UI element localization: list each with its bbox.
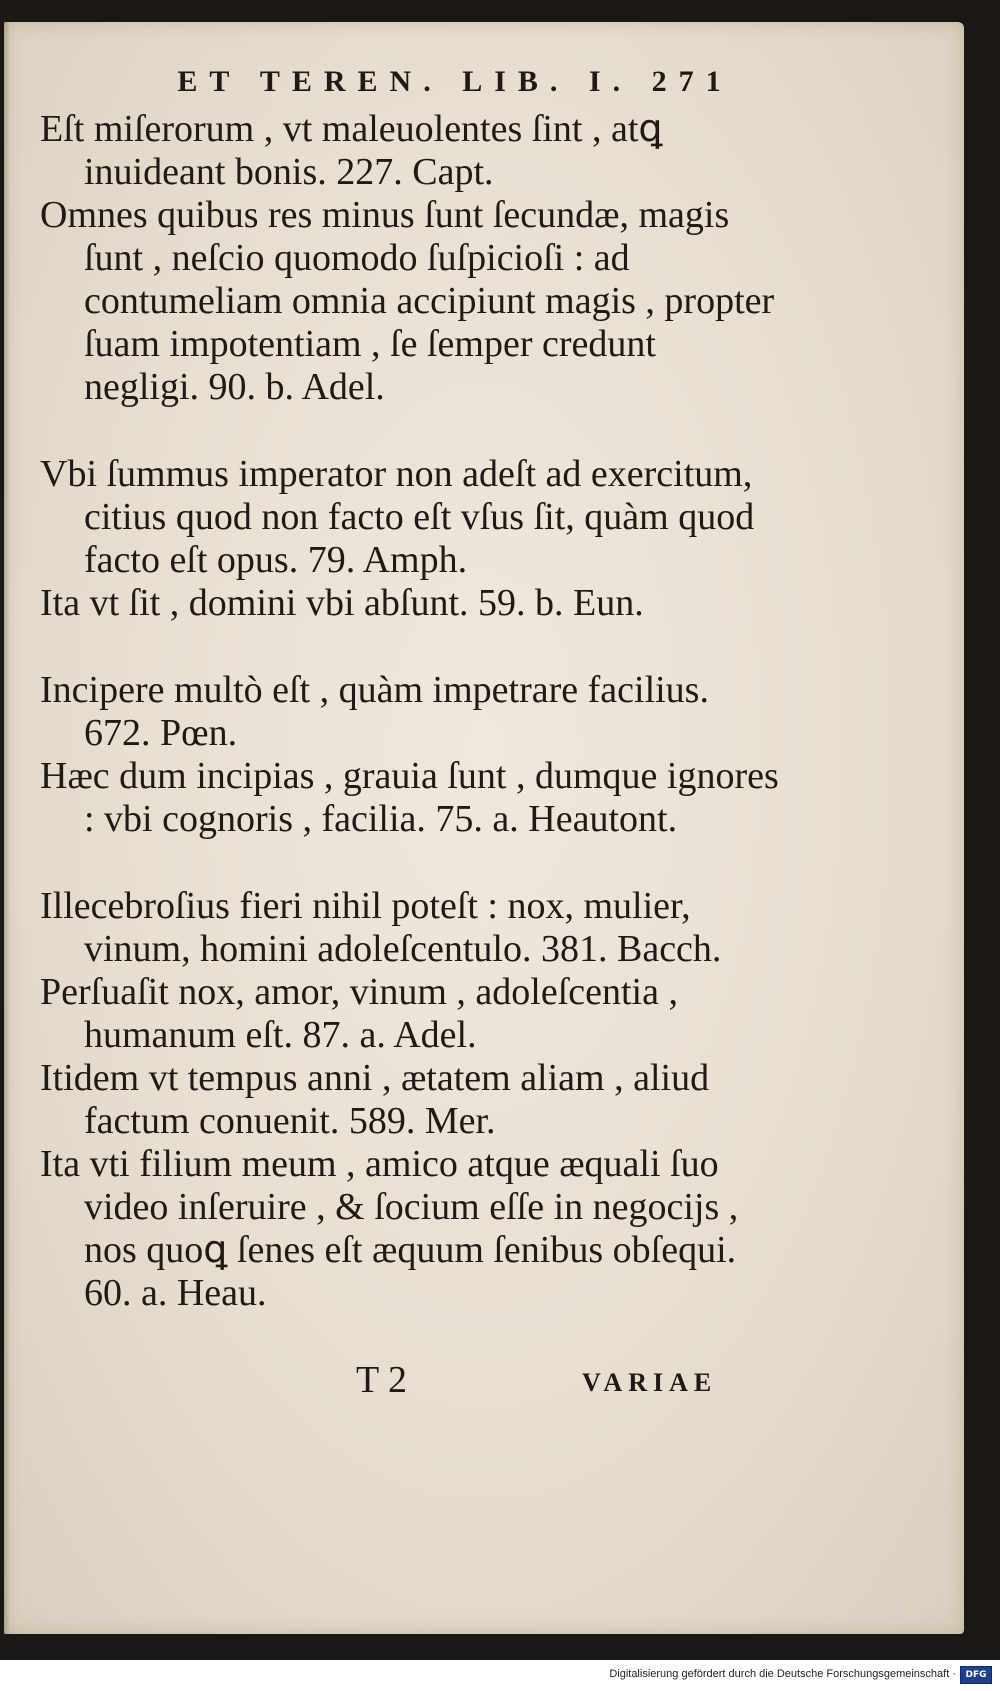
running-head: ET TEREN. LIB. I. 271 [177, 65, 733, 98]
entry-group-3 [40, 669, 780, 841]
entry: Omnes quibus res minus ſunt ſecundæ, magis ſunt , neſcio quomodo ſuſpicioſi : ad contumeliam omnia accipiunt magis , propter ſuam impotentiam , ſe ſemper credunt negligi. 90. b. Adel. [40, 194, 775, 408]
text-block [40, 62, 780, 1401]
funding-credit: Digitalisierung gefördert durch die Deutsche Forschungsgemeinschaft · [609, 1668, 956, 1680]
entry: Ita vti filium meum , amico atque æquali ſuo video inſeruire , & ſocium eſſe in negocijs , nos quoꝗ ſenes eſt æquum ſenibus obſequi. 60. a. Heau. [40, 1143, 739, 1314]
entry-group-4 [40, 885, 780, 1315]
entry: Illecebroſius fieri nihil poteſt : nox, mulier, vinum, homini adoleſcentulo. 381. Bacch. [40, 885, 722, 970]
entry: Ita vt ſit , domini vbi abſunt. 59. b. Eun. [40, 582, 644, 624]
entry-group-2 [40, 453, 780, 625]
catchword: VARIAE [582, 1368, 718, 1397]
entry: Eſt miſerorum , vt maleuolentes ſint , atꝗ inuideant bonis. 227. Capt. [40, 108, 663, 193]
entry-group-1 [40, 108, 780, 409]
entry: Vbi ſummus imperator non adeſt ad exercitum, citius quod non facto eſt vſus ſit, quàm quod facto eſt opus. 79. Amph. [40, 453, 755, 581]
catchline [40, 1359, 780, 1401]
book-page [4, 22, 964, 1634]
signature-mark: T 2 [356, 1359, 408, 1401]
entry: Itidem vt tempus anni , ætatem aliam , aliud factum conuenit. 589. Mer. [40, 1057, 710, 1142]
page-edge-shadow [4, 22, 10, 1634]
entry: Perſuaſit nox, amor, vinum , adoleſcentia , humanum eſt. 87. a. Adel. [40, 971, 678, 1056]
dfg-logo-icon: DFG [960, 1666, 992, 1684]
entry: Incipere multò eſt , quàm impetrare facilius. 672. Pœn. [40, 669, 709, 754]
footer-bar [0, 1660, 1000, 1691]
entry: Hæc dum incipias , grauia ſunt , dumque ignores : vbi cognoris , facilia. 75. a. Heautont. [40, 755, 779, 840]
